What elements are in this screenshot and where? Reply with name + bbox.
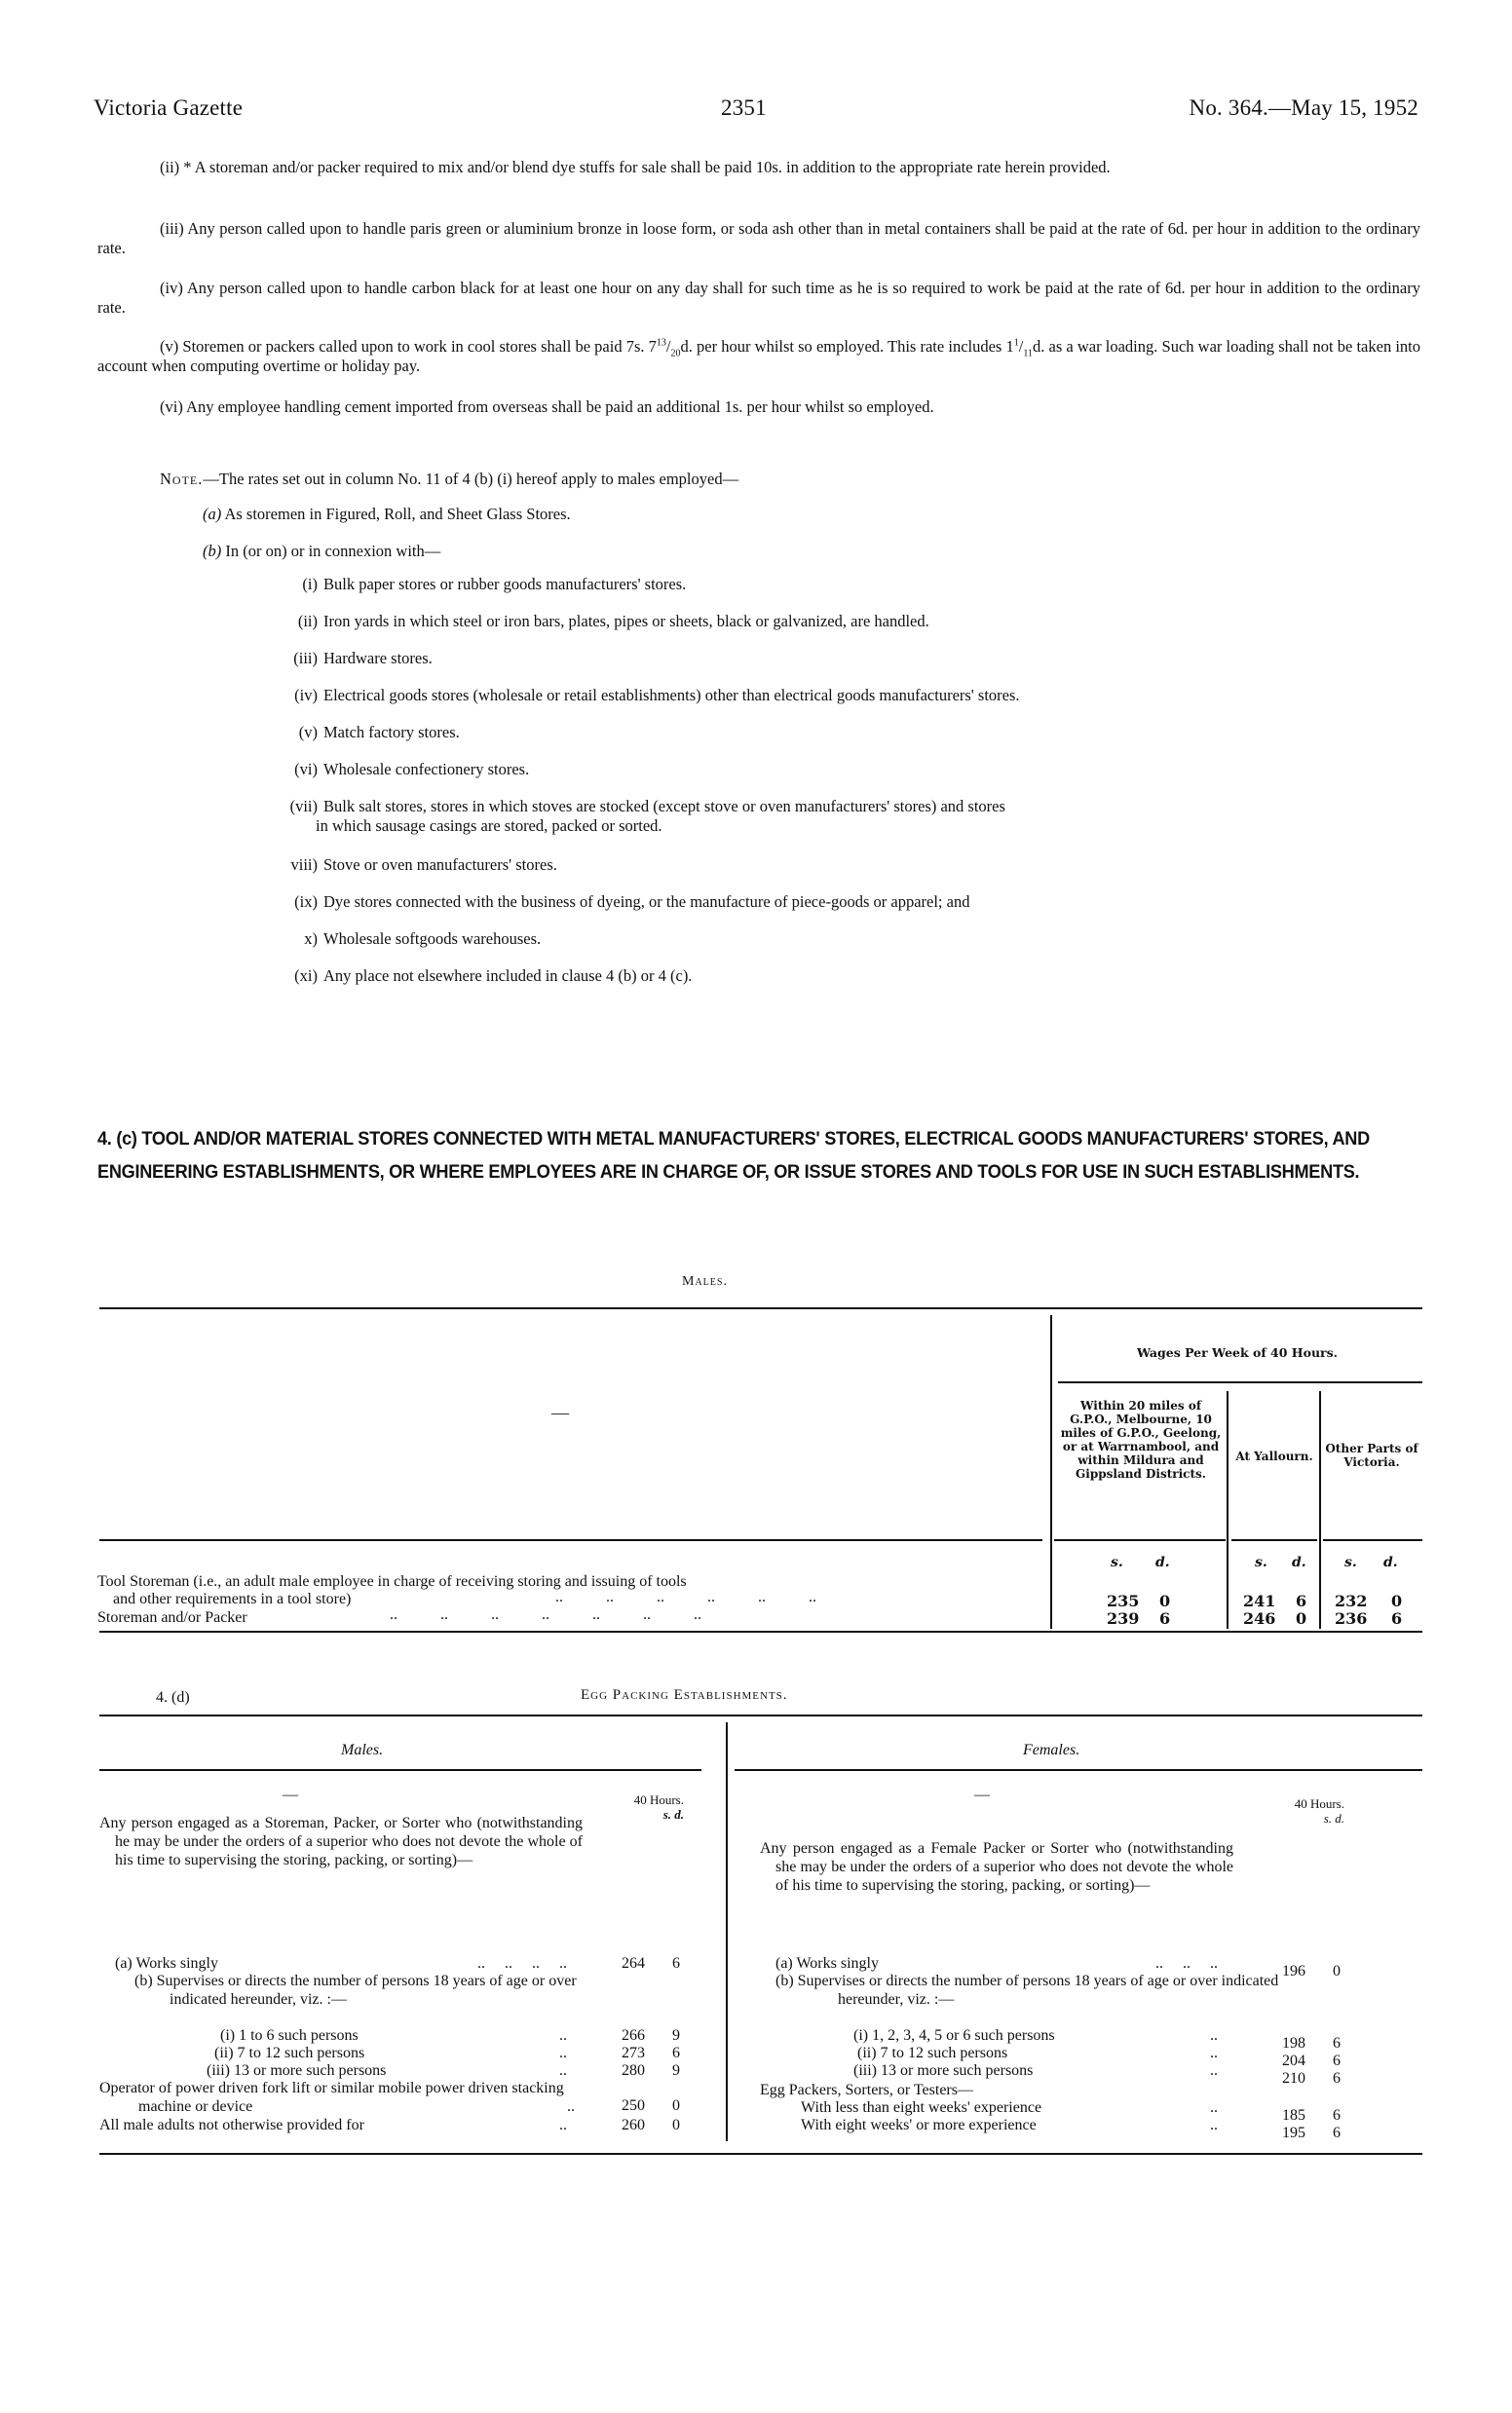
note-b-label: (b) bbox=[203, 542, 222, 560]
col-rule-1 bbox=[1054, 1539, 1226, 1541]
wage-s: 204 bbox=[1282, 2053, 1305, 2069]
unit-d: d. bbox=[1155, 1555, 1170, 1570]
wage-d: 0 bbox=[1159, 1592, 1171, 1610]
item-label: (ii) bbox=[297, 612, 318, 630]
wage-s: 185 bbox=[1282, 2107, 1305, 2124]
row-leaders: .. bbox=[559, 2117, 567, 2133]
note-list-item bbox=[261, 929, 1420, 949]
unit-s: s. bbox=[1344, 1555, 1357, 1570]
females-row bbox=[801, 2116, 1218, 2134]
females-row bbox=[760, 2081, 1218, 2099]
wage-s: 273 bbox=[622, 2045, 645, 2061]
hours-label: 40 Hours. bbox=[1294, 1796, 1344, 1811]
wage-s: 280 bbox=[622, 2062, 645, 2079]
col-rule-2 bbox=[1231, 1539, 1317, 1541]
wage-s: 250 bbox=[622, 2097, 645, 2114]
clause-text: d. per hour whilst so employed. This rate includes 1 bbox=[680, 337, 1014, 356]
item-text: Dye stores connected with the business of dyeing, or the manufacture of piece-goods or apparel; and bbox=[323, 892, 970, 911]
row-label: (iii) 13 or more such persons bbox=[853, 2062, 1034, 2079]
row-label: (a) Works singly bbox=[115, 1955, 218, 1972]
wage-d: 6 bbox=[1333, 2107, 1341, 2124]
page-number: 2351 bbox=[721, 95, 767, 120]
males-row bbox=[214, 2044, 567, 2062]
unit-s: s. bbox=[1255, 1555, 1267, 1570]
hours-label: 40 Hours. bbox=[633, 1792, 684, 1807]
wage-d: 6 bbox=[1296, 1592, 1307, 1610]
males-row bbox=[115, 1954, 567, 1973]
row-label: All male adults not otherwise provided for bbox=[99, 2117, 364, 2133]
table-row-label: Storeman and/or Packer bbox=[97, 1609, 247, 1626]
item-text: Iron yards in which steel or iron bars, plates, pipes or sheets, black or galvanized, are handled. bbox=[323, 612, 929, 630]
note-list-item bbox=[261, 723, 1420, 742]
clause-text: Any person called upon to handle paris green or aluminium bronze in loose form, or soda ash other than in metal containers shall be paid at the rate of 6d. per hour in addition to the ordinary rate. bbox=[97, 219, 1420, 257]
wage-d: 0 bbox=[1296, 1609, 1307, 1628]
note-text: —The rates set out in column No. 11 of 4 (b) (i) hereof apply to males employed— bbox=[203, 470, 739, 488]
table-top-rule bbox=[99, 1307, 1422, 1309]
note-list-item bbox=[261, 797, 1420, 836]
wage-s: 266 bbox=[622, 2027, 645, 2044]
stub-rule bbox=[99, 1539, 1042, 1541]
unit-s: s. bbox=[1111, 1555, 1123, 1570]
males-row: Operator of power driven fork lift or similar mobile power driven stacking machine or device .. bbox=[99, 2080, 575, 2115]
row-label: (b) Supervises or directs the number of persons 18 years of age or over indicated hereunder, viz. :— bbox=[134, 1973, 577, 2008]
wage-s: 236 bbox=[1335, 1609, 1368, 1628]
row-leaders: .. bbox=[1210, 2045, 1218, 2061]
item-text: Bulk salt stores, stores in which stoves are stocked (except stove or oven manufacturers' stores) and stores bbox=[323, 797, 1005, 815]
section-d-number: 4. (d) bbox=[156, 1689, 190, 1706]
clause-iii bbox=[97, 219, 1420, 258]
col-header-melbourne: Within 20 miles of G.P.O., Melbourne, 10 miles of G.P.O., Geelong, or at Warrnambool, and within Mildura and Gippsland Districts. bbox=[1060, 1399, 1222, 1481]
group-header-rule bbox=[1058, 1381, 1422, 1383]
row-leaders: .. bbox=[559, 2062, 567, 2079]
item-label: (ix) bbox=[294, 892, 318, 911]
males-stub: — bbox=[283, 1787, 298, 1803]
row-label: (ii) 7 to 12 such persons bbox=[214, 2045, 365, 2061]
row-label: (i) 1 to 6 such persons bbox=[220, 2027, 359, 2044]
row-leaders: .. bbox=[1210, 2027, 1218, 2044]
note-intro bbox=[160, 470, 738, 489]
wage-s: 195 bbox=[1282, 2125, 1305, 2141]
fraction-denominator: 11 bbox=[1023, 348, 1033, 359]
item-label: (xi) bbox=[294, 966, 318, 985]
row-label: (iii) 13 or more such persons bbox=[207, 2062, 387, 2079]
item-text: Wholesale softgoods warehouses. bbox=[323, 929, 542, 948]
females-row bbox=[801, 2098, 1218, 2117]
row-leaders: .. .. .. .. bbox=[477, 1955, 567, 1972]
row-label: (ii) 7 to 12 such persons bbox=[857, 2045, 1008, 2061]
clause-label: (vi) bbox=[160, 397, 183, 416]
section-d-title: Egg Packing Establishments. bbox=[581, 1687, 788, 1703]
wage-s: 241 bbox=[1243, 1592, 1276, 1610]
item-label: (vi) bbox=[294, 760, 318, 778]
wage-d: 6 bbox=[1333, 2053, 1341, 2069]
row-label: (a) Works singly bbox=[775, 1955, 879, 1972]
section-c-title: 4. (c) TOOL AND/OR MATERIAL STORES CONNECTED WITH METAL MANUFACTURERS' STORES, ELECTRICAL GOODS MANUFACTURERS' STORES, AND ENGINEERING ESTABLISHMENTS, OR WHERE EMPLOYEES ARE IN CHARGE OF, OR ISSUE STORES AND TOOLS FOR USE IN SUCH ESTABLISHMENTS. bbox=[97, 1128, 1370, 1183]
females-row bbox=[853, 2026, 1218, 2045]
row-leaders: .. bbox=[1210, 2062, 1218, 2079]
females-caption: Females. bbox=[1023, 1742, 1080, 1758]
wage-s: 239 bbox=[1107, 1609, 1140, 1628]
clause-text: Any person called upon to handle carbon black for at least one hour on any day shall for such time as he is so required to work be paid at the rate of 6d. per hour in addition to the ordinary rate. bbox=[97, 279, 1420, 317]
item-text: Bulk paper stores or rubber goods manufacturers' stores. bbox=[323, 575, 687, 593]
note-list-item bbox=[261, 966, 1420, 986]
females-col-header bbox=[1266, 1796, 1344, 1826]
row-leaders: .. .. .. bbox=[1155, 1955, 1218, 1972]
item-label: (iii) bbox=[293, 649, 318, 667]
table-divider bbox=[1050, 1315, 1052, 1629]
egg-top-rule bbox=[99, 1715, 1422, 1716]
clause-label: (ii) bbox=[160, 158, 180, 176]
clause-text: d. as a war loading. Such war loading shall not be taken into account when computing overtime or holiday pay. bbox=[97, 337, 1421, 375]
wage-s: 260 bbox=[622, 2117, 645, 2133]
row-label: With less than eight weeks' experience bbox=[801, 2099, 1042, 2116]
fraction-numerator: 1 bbox=[1013, 337, 1019, 349]
note-b-text: In (or on) or in connexion with— bbox=[225, 542, 441, 560]
females-intro: Any person engaged as a Female Packer or Sorter who (notwithstanding she may be under the orders of a superior who does not devote the whole of his time to supervising the storing, packing, or sorting)— bbox=[760, 1840, 1233, 1894]
males-row bbox=[115, 1972, 622, 2009]
clause-label: (iv) bbox=[160, 279, 183, 297]
males-intro: Any person engaged as a Storeman, Packer, or Sorter who (notwithstanding he may be under the orders of a superior who does not devote the whole of his time to supervising the storing, packing, or sorting)— bbox=[99, 1815, 583, 1868]
item-label: x) bbox=[304, 929, 318, 948]
fraction-denominator: 20 bbox=[670, 348, 681, 359]
clause-ii bbox=[97, 158, 1420, 177]
item-label: (iv) bbox=[294, 686, 318, 704]
males-row bbox=[207, 2061, 567, 2080]
fraction-numerator: 13 bbox=[656, 337, 666, 349]
males-col-header bbox=[606, 1792, 684, 1822]
note-label: Note. bbox=[160, 470, 204, 488]
col-divider-2 bbox=[1319, 1391, 1321, 1629]
wage-s: 264 bbox=[622, 1955, 645, 1972]
table-c-caption: Males. bbox=[682, 1274, 728, 1289]
wage-d: 6 bbox=[1391, 1609, 1403, 1628]
note-list-item bbox=[261, 855, 1420, 875]
row-leaders: .. bbox=[1210, 2117, 1218, 2133]
col-header-other: Other Parts of Victoria. bbox=[1325, 1442, 1418, 1469]
item-text: Match factory stores. bbox=[323, 723, 460, 741]
item-label: (i) bbox=[302, 575, 318, 593]
females-row bbox=[775, 1954, 1218, 1973]
stub-header: — bbox=[551, 1403, 569, 1422]
wage-d: 6 bbox=[1333, 2070, 1341, 2087]
table-row-label: and other requirements in a tool store) bbox=[113, 1591, 352, 1607]
wage-s: 210 bbox=[1282, 2070, 1305, 2087]
col-header-yallourn: At Yallourn. bbox=[1235, 1450, 1313, 1463]
unit-d: d. bbox=[1292, 1555, 1306, 1570]
clause-text: Storemen or packers called upon to work in cool stores shall be paid 7s. 7 bbox=[182, 337, 657, 356]
wage-d: 6 bbox=[1159, 1609, 1171, 1628]
clause-label: (v) bbox=[160, 337, 179, 356]
wage-d: 0 bbox=[1391, 1592, 1403, 1610]
unit-d: d. bbox=[1383, 1555, 1398, 1570]
col-rule-3 bbox=[1323, 1539, 1422, 1541]
wage-d: 6 bbox=[672, 2045, 680, 2061]
note-a-text: As storemen in Figured, Roll, and Sheet Glass Stores. bbox=[224, 505, 571, 523]
wage-d: 0 bbox=[1333, 1963, 1341, 1979]
females-stub: — bbox=[974, 1787, 990, 1803]
wage-d: 9 bbox=[672, 2062, 680, 2079]
row-leaders: .. bbox=[559, 2027, 567, 2044]
clause-v: (v) Storemen or packers called upon to work in cool stores shall be paid 7s. $7^{13}/_{20}d$. per hour whilst so employed. This rate includes $1^1/_{11}d$. as a war loading. Such war loading shall not be taken into account when computing overtime or holiday pay. bbox=[97, 337, 1421, 375]
note-a bbox=[203, 505, 571, 524]
wage-s: 246 bbox=[1243, 1609, 1276, 1628]
note-list-item bbox=[261, 612, 1420, 631]
wage-d: 0 bbox=[672, 2117, 680, 2133]
row-label: With eight weeks' or more experience bbox=[801, 2117, 1037, 2133]
males-caption-rule bbox=[99, 1769, 701, 1771]
wage-s: 235 bbox=[1107, 1592, 1140, 1610]
wage-d: 0 bbox=[672, 2097, 680, 2114]
table-bottom-rule bbox=[99, 1631, 1422, 1633]
row-label: (b) Supervises or directs the number of persons 18 years of age or over indicated hereunder, viz. :— bbox=[775, 1973, 1279, 2008]
note-list-item bbox=[261, 686, 1420, 705]
note-list-item bbox=[261, 649, 1420, 668]
item-text: Stove or oven manufacturers' stores. bbox=[323, 855, 557, 874]
note-b bbox=[203, 542, 440, 561]
publication-title: Victoria Gazette bbox=[94, 95, 244, 120]
clause-label: (iii) bbox=[160, 219, 184, 238]
col-divider-1 bbox=[1227, 1391, 1228, 1629]
egg-bottom-rule bbox=[99, 2153, 1422, 2155]
wage-d: 9 bbox=[672, 2027, 680, 2044]
clause-text: * A storeman and/or packer required to mix and/or blend dye stuffs for sale shall be paid 10s. in addition to the appropriate rate herein provided. bbox=[183, 158, 1111, 176]
wages-group-header: Wages Per Week of 40 Hours. bbox=[1136, 1345, 1339, 1360]
row-leaders: .. .. .. .. .. .. .. bbox=[390, 1606, 701, 1623]
clause-text: Any employee handling cement imported from overseas shall be paid an additional 1s. per hour whilst so employed. bbox=[186, 397, 934, 416]
row-label: Operator of power driven fork lift or similar mobile power driven stacking machine or device bbox=[99, 2080, 564, 2115]
wage-s: 232 bbox=[1335, 1592, 1368, 1610]
issue-date: No. 364.—May 15, 1952 bbox=[1189, 95, 1418, 120]
item-text: Electrical goods stores (wholesale or retail establishments) other than electrical goods manufacturers' stores. bbox=[323, 686, 1020, 704]
table-row-label: Tool Storeman (i.e., an adult male employee in charge of receiving storing and issuing of tools bbox=[97, 1573, 687, 1590]
females-row bbox=[853, 2061, 1218, 2080]
item-text: Hardware stores. bbox=[323, 649, 433, 667]
unit-label: s. d. bbox=[1323, 1811, 1344, 1826]
item-label: (v) bbox=[298, 723, 318, 741]
wage-s: 196 bbox=[1282, 1963, 1305, 1979]
note-list-item bbox=[261, 760, 1420, 779]
females-row bbox=[857, 2044, 1218, 2062]
clause-vi bbox=[97, 397, 1420, 417]
note-a-label: (a) bbox=[203, 505, 222, 523]
item-label: viii) bbox=[290, 855, 318, 874]
clause-iv bbox=[97, 279, 1420, 318]
note-list-item bbox=[261, 575, 1420, 594]
wage-d: 6 bbox=[1333, 2035, 1341, 2052]
row-leaders: .. .. .. .. .. .. bbox=[555, 1589, 816, 1605]
females-row bbox=[775, 1972, 1280, 2009]
row-label: (i) 1, 2, 3, 4, 5 or 6 such persons bbox=[853, 2027, 1055, 2044]
note-list-item bbox=[261, 892, 1420, 912]
item-text: Any place not elsewhere included in clause 4 (b) or 4 (c). bbox=[323, 966, 693, 985]
males-row bbox=[99, 2116, 567, 2134]
males-row bbox=[220, 2026, 567, 2045]
row-label: Egg Packers, Sorters, or Testers— bbox=[760, 2082, 973, 2098]
wage-d: 6 bbox=[672, 1955, 680, 1972]
males-caption: Males. bbox=[341, 1742, 384, 1758]
wage-d: 6 bbox=[1333, 2125, 1341, 2141]
item-text: Wholesale confectionery stores. bbox=[323, 760, 530, 778]
row-leaders: .. bbox=[1210, 2099, 1218, 2116]
females-caption-rule bbox=[735, 1769, 1422, 1771]
item-text-cont: in which sausage casings are stored, packed or sorted. bbox=[316, 816, 662, 835]
item-label: (vii) bbox=[289, 797, 318, 815]
row-leaders: .. bbox=[559, 2045, 567, 2061]
unit-label: s. d. bbox=[662, 1807, 684, 1822]
wage-s: 198 bbox=[1282, 2035, 1305, 2052]
egg-divider bbox=[726, 1722, 728, 2141]
